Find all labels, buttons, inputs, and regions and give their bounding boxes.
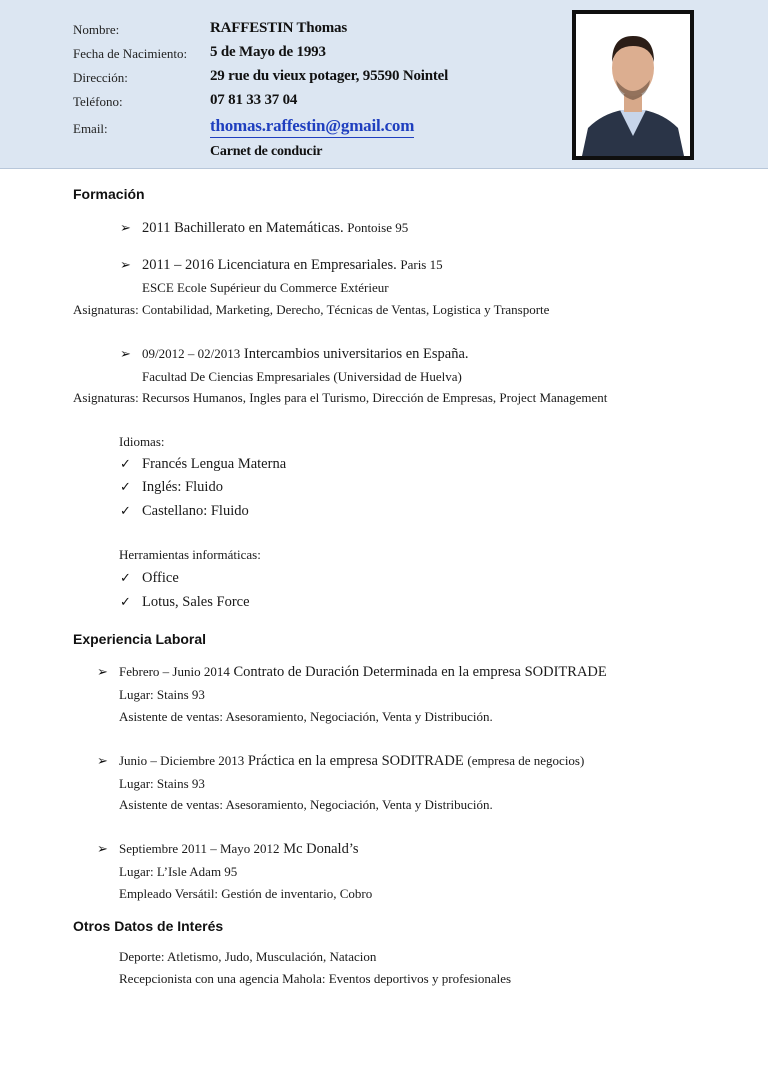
arrow-bullet-icon: ➢ xyxy=(97,842,108,857)
name-value: RAFFESTIN Thomas xyxy=(210,20,347,36)
phone-label: Teléfono: xyxy=(73,94,123,109)
job-3-heading: Septiembre 2011 – Mayo 2012 Mc Donald’s xyxy=(119,841,359,857)
birthdate-label: Fecha de Nacimiento: xyxy=(73,46,188,61)
tool-item: Lotus, Sales Force xyxy=(142,594,250,610)
other-info-line: Recepcionista con una agencia Mahola: Eventos deportivos y profesionales xyxy=(119,971,512,986)
address-value: 29 rue du vieux potager, 95590 Nointel xyxy=(210,68,449,84)
check-icon: ✓ xyxy=(120,504,131,519)
arrow-bullet-icon: ➢ xyxy=(97,665,108,680)
language-item: Francés Lengua Materna xyxy=(142,456,287,472)
check-icon: ✓ xyxy=(120,457,131,472)
education-item-2-school: ESCE Ecole Supérieur du Commerce Extérieur xyxy=(142,280,389,295)
education-item-2: 2011 – 2016 Licenciatura en Empresariales. Paris 15 xyxy=(142,257,443,273)
portrait-photo xyxy=(572,10,694,160)
education-item-1: 2011 Bachillerato en Matemáticas. Pontoise 95 xyxy=(142,220,409,236)
job-3-place: Lugar: L’Isle Adam 95 xyxy=(119,864,238,879)
job-2-place: Lugar: Stains 93 xyxy=(119,776,205,791)
check-icon: ✓ xyxy=(120,480,131,495)
header-band xyxy=(0,0,768,169)
job-1-desc: Asistente de ventas: Asesoramiento, Negociación, Venta y Distribución. xyxy=(119,709,493,724)
tool-item: Office xyxy=(142,570,179,586)
check-icon: ✓ xyxy=(120,571,131,586)
arrow-bullet-icon: ➢ xyxy=(120,347,131,362)
education-item-2-subjects: Asignaturas: Contabilidad, Marketing, Derecho, Técnicas de Ventas, Logistica y Transporte xyxy=(73,302,550,317)
job-1-heading: Febrero – Junio 2014 Contrato de Duración Determinada en la empresa SODITRADE xyxy=(119,664,607,680)
arrow-bullet-icon: ➢ xyxy=(97,754,108,769)
languages-label: Idiomas: xyxy=(119,434,165,449)
other-info-line: Deporte: Atletismo, Judo, Musculación, Natacion xyxy=(119,949,377,964)
education-item-3: 09/2012 – 02/2013 Intercambios universitarios en España. xyxy=(142,346,469,362)
job-3-desc: Empleado Versátil: Gestión de inventario, Cobro xyxy=(119,886,373,901)
tools-label: Herramientas informáticas: xyxy=(119,547,261,562)
section-title-experiencia: Experiencia Laboral xyxy=(73,631,207,647)
education-item-3-school: Facultad De Ciencias Empresariales (Universidad de Huelva) xyxy=(142,369,462,384)
phone-value: 07 81 33 37 04 xyxy=(210,92,298,108)
name-label: Nombre: xyxy=(73,22,120,37)
email-link[interactable]: thomas.raffestin@gmail.com xyxy=(210,116,414,138)
arrow-bullet-icon: ➢ xyxy=(120,221,131,236)
job-1-place: Lugar: Stains 93 xyxy=(119,687,205,702)
arrow-bullet-icon: ➢ xyxy=(120,258,131,273)
education-item-3-subjects: Asignaturas: Recursos Humanos, Ingles para el Turismo, Dirección de Empresas, Project Management xyxy=(73,390,608,405)
language-item: Castellano: Fluido xyxy=(142,503,249,519)
driving-license: Carnet de conducir xyxy=(210,144,323,159)
section-title-otros: Otros Datos de Interés xyxy=(73,918,224,934)
check-icon: ✓ xyxy=(120,595,131,610)
birthdate-value: 5 de Mayo de 1993 xyxy=(210,44,326,60)
job-2-heading: Junio – Diciembre 2013 Práctica en la empresa SODITRADE (empresa de negocios) xyxy=(119,753,585,769)
address-label: Dirección: xyxy=(73,70,128,85)
language-item: Inglés: Fluido xyxy=(142,479,223,495)
job-2-desc: Asistente de ventas: Asesoramiento, Negociación, Venta y Distribución. xyxy=(119,797,493,812)
email-label: Email: xyxy=(73,121,108,136)
section-title-formacion: Formación xyxy=(73,186,145,202)
